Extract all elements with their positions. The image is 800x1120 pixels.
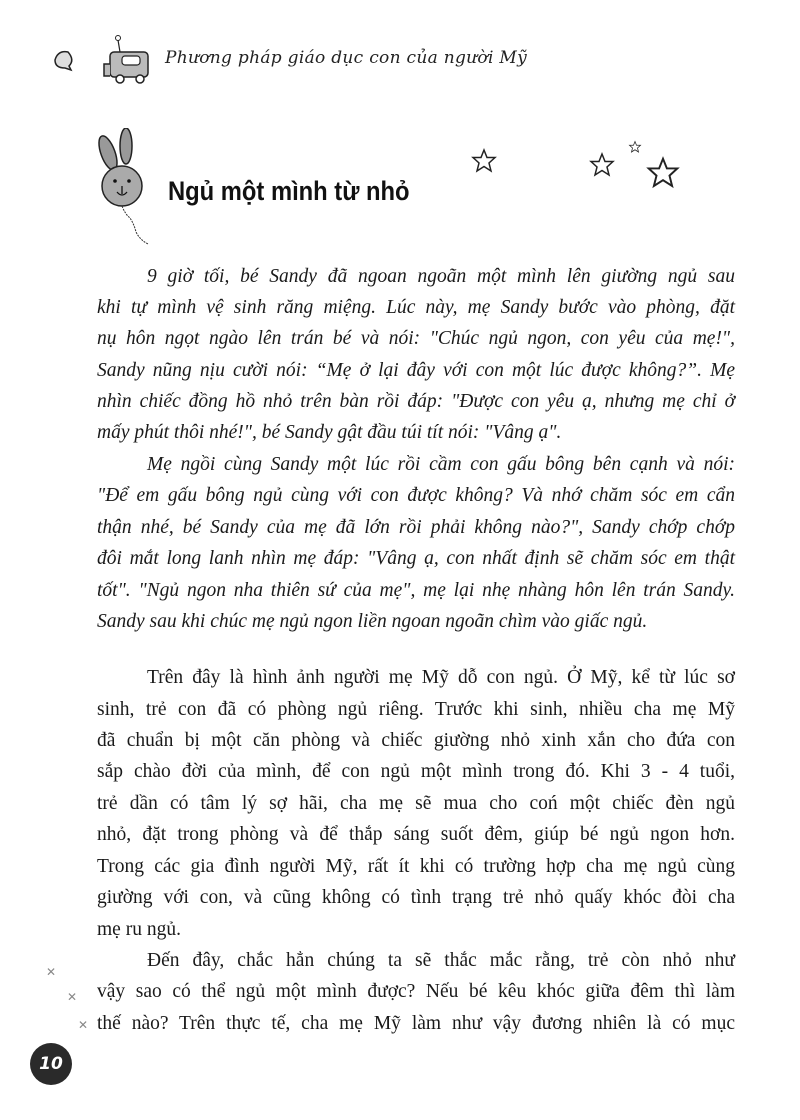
body-line: Trên đây là hình ảnh người mẹ Mỹ dỗ con ngủ. Ở Mỹ, kể từ lúc sơ [147,667,735,688]
story-line: 9 giờ tối, bé Sandy đã ngoan ngoãn một mình lên giường ngủ sau [147,266,735,287]
story-line: Sandy sau khi chúc mẹ ngủ ngon liền ngoan ngoãn chìm vào giấc ngủ. [97,611,648,632]
story-line: nụ hôn ngọt ngào lên trán bé và nói: "Chúc ngủ ngon, con yêu của mẹ!", [97,328,735,349]
body-line: mẹ ru ngủ. [97,919,181,940]
toy-car-icon [40,30,165,90]
story-line: "Để em gấu bông ngủ cùng với con được không? Và nhớ chăm sóc em cẩn [97,485,735,506]
body-line: thế nào? Trên thực tế, cha mẹ Mỹ làm như vậy đương nhiên là có mục [97,1013,735,1034]
cross-mark-icon: ✕ [78,1018,89,1032]
body-line: nhỏ, đặt trong phòng và để thắp sáng suốt đêm, giúp bé ngủ ngon hơn. [97,824,735,845]
story-line: Mẹ ngồi cùng Sandy một lúc rồi cầm con gấu bông bên cạnh và nói: [147,454,735,475]
body-line: sinh, trẻ con đã có phòng ngủ riêng. Trước khi sinh, nhiều cha mẹ Mỹ [97,699,735,720]
story-line: tốt". "Ngủ ngon nha thiên sứ của mẹ", mẹ lại nhẹ nhàng hôn lên trán Sandy. [97,580,735,601]
body-line: trẻ dần có tâm lý sợ hãi, cha mẹ sẽ mua cho coń một chiếc đèn ngủ [97,793,735,814]
running-title: Phương pháp giáo dục con của người Mỹ [165,48,527,68]
body-line: đã chuẩn bị một căn phòng và chiếc giường nhỏ xinh xắn cho đứa con [97,730,735,751]
story-line: thận nhé, bé Sandy của mẹ đã lớn rồi phải không nào?", Sandy chớp chớp [97,517,735,538]
body-line: vậy sao có thể ngủ một mình được? Nếu bé kêu khóc giữa đêm thì làm [97,981,735,1002]
story-line: nhìn chiếc đồng hồ nhỏ trên bàn rồi đáp: "Được con yêu ạ, nhưng mẹ chỉ ở [97,391,735,412]
body-line: sắp chào đời của mình, để con ngủ một mình trong đó. Khi 3 - 4 tuổi, [97,761,735,782]
body-line: Trong các gia đình người Mỹ, rất ít khi có trường hợp cha mẹ ngủ cùng [97,856,735,877]
story-line: Sandy nũng nịu cười nói: “Mẹ ở lại đây với con một lúc được không?”. Mẹ [97,360,735,381]
story-line: đôi mắt long lanh nhìn mẹ đáp: "Vâng ạ, con nhất định sẽ chăm sóc em thật [97,548,735,569]
stars-decoration-icon [460,135,700,205]
body-line: Đến đây, chắc hẳn chúng ta sẽ thắc mắc rằng, trẻ còn nhỏ như [147,950,735,971]
page-number: 10 [30,1043,72,1085]
story-line: khi tự mình vệ sinh răng miệng. Lúc này, mẹ Sandy bước vào phòng, đặt [97,297,735,318]
cross-mark-icon: ✕ [67,990,78,1004]
section-title: Ngủ một mình từ nhỏ [168,176,410,206]
body-line: giường với con, và cũng không có tình trạng trẻ nhỏ quấy khóc đòi cha [97,887,735,908]
story-line: mấy phút thôi nhé!", bé Sandy gật đầu túi tít nói: "Vâng ạ". [97,422,562,443]
cross-mark-icon: ✕ [46,965,57,979]
